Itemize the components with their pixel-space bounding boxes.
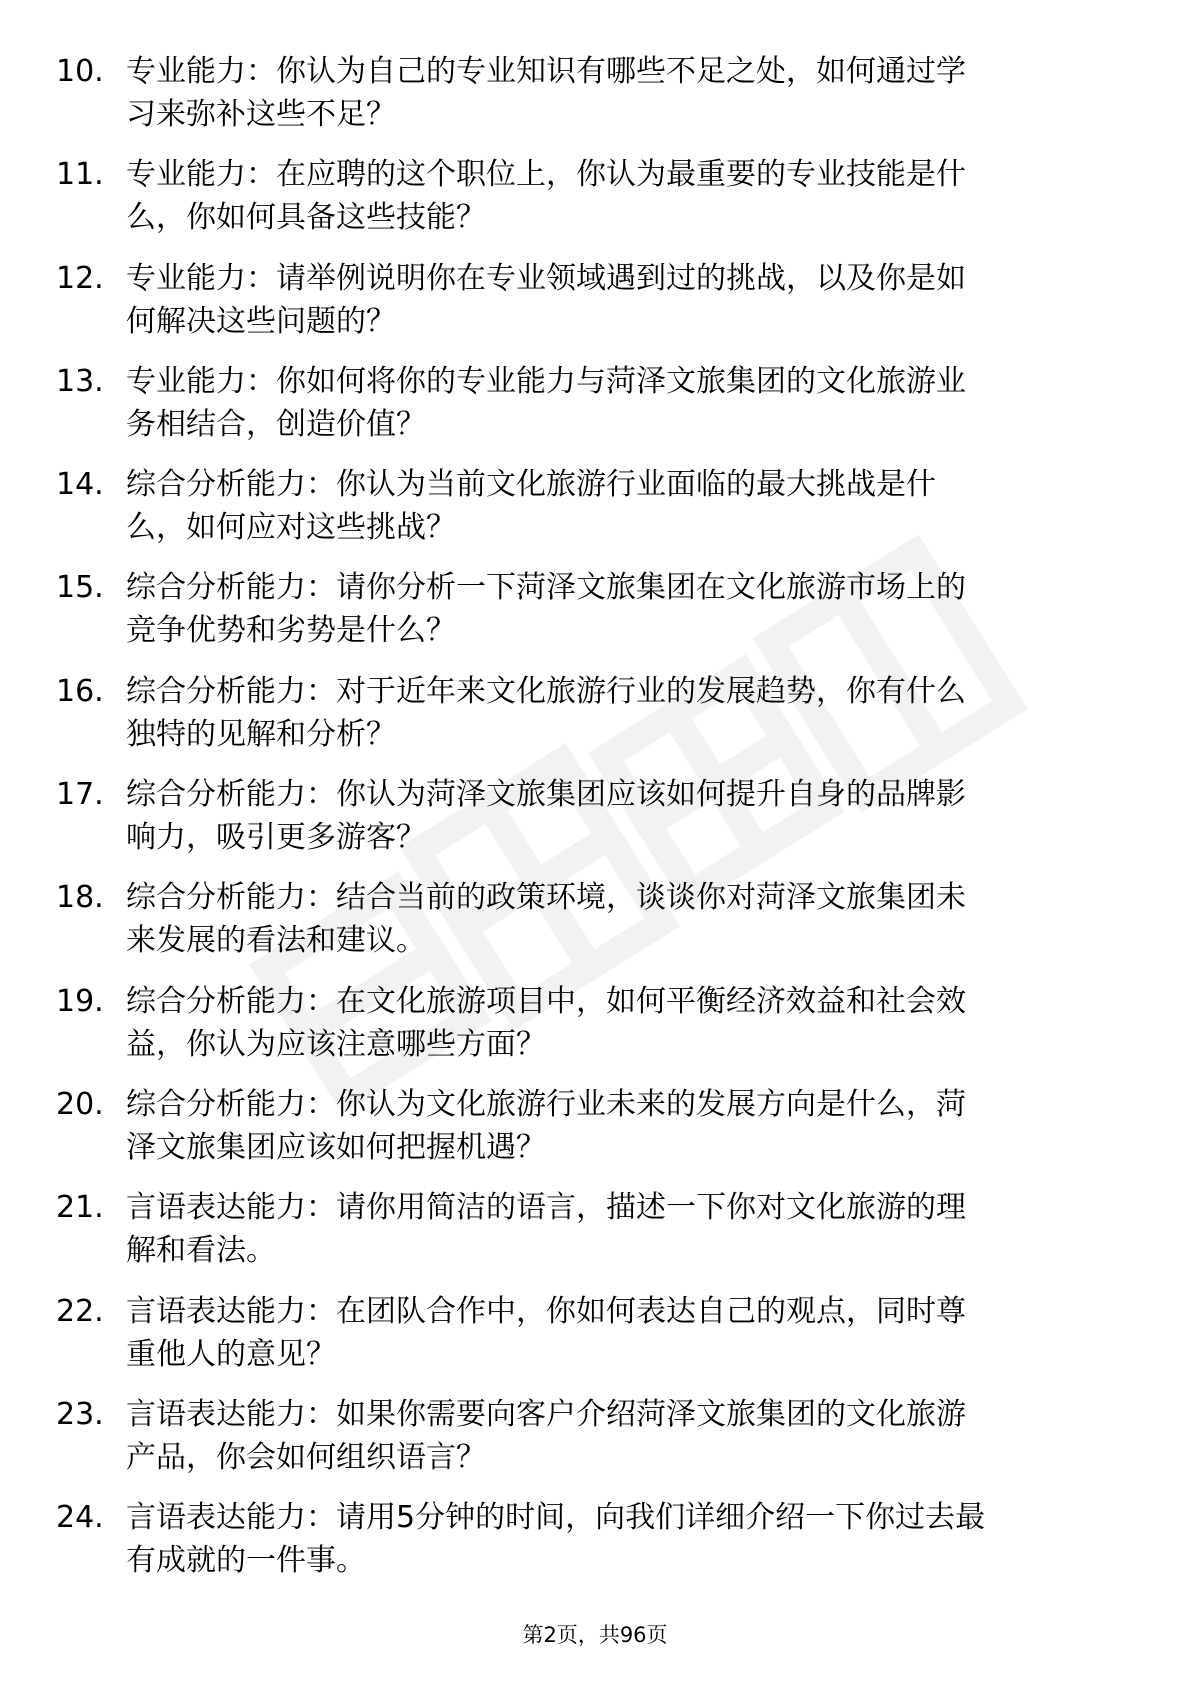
question-text-line: 专业能力：请举例说明你在专业领域遇到过的挑战，以及你是如 [126,260,966,296]
question-item [0,360,1190,463]
question-text-line: 综合分析能力：请你分析一下菏泽文旅集团在文化旅游市场上的 [126,570,966,606]
question-text-line: 重他人的意见？ [126,1336,336,1372]
question-item [0,1290,1190,1393]
question-number: 14. [56,467,104,503]
question-number: 12. [56,260,104,296]
question-number: 19. [56,983,104,1019]
question-text [126,463,1126,549]
question-number: 20. [56,1086,104,1122]
question-item [0,773,1190,876]
question-text [126,1290,1126,1376]
question-number: 13. [56,363,104,399]
question-item [0,153,1190,256]
question-text [126,153,1126,239]
question-number: 10. [56,54,104,89]
question-number: 16. [56,673,104,709]
question-text-line: 么，你如何具备这些技能？ [126,200,486,236]
question-text-line: 习来弥补这些不足？ [126,97,396,132]
question-text-line: 么，如何应对这些挑战？ [126,510,456,546]
question-text [126,1393,1126,1479]
question-text [126,876,1126,962]
question-text-line: 专业能力：在应聘的这个职位上，你认为最重要的专业技能是什 [126,157,966,193]
question-item [0,876,1190,979]
question-text-line: 务相结合，创造价值？ [126,406,426,442]
question-item [0,566,1190,669]
question-text-line: 响力，吸引更多游客？ [126,820,426,856]
question-text-line: 综合分析能力：结合当前的政策环境，谈谈你对菏泽文旅集团未 [126,880,966,916]
question-text-line: 有成就的一件事。 [126,1543,366,1579]
question-text-line: 言语表达能力：如果你需要向客户介绍菏泽文旅集团的文化旅游 [126,1396,966,1432]
question-item [0,50,1190,153]
question-item [0,980,1190,1083]
question-number: 18. [56,880,104,916]
question-text-line: 专业能力：你如何将你的专业能力与菏泽文旅集团的文化旅游业 [126,363,966,399]
question-text-line: 竞争优势和劣势是什么？ [126,613,456,649]
question-text-line: 解和看法。 [126,1233,276,1269]
question-item [0,1393,1190,1496]
question-text-line: 言语表达能力：请你用简洁的语言，描述一下你对文化旅游的理 [126,1190,966,1226]
question-item [0,1186,1190,1289]
question-text-line: 何解决这些问题的？ [126,303,396,339]
question-text-line: 专业能力：你认为自己的专业知识有哪些不足之处，如何通过学 [126,54,966,89]
question-item [0,257,1190,360]
question-text-line: 综合分析能力：在文化旅游项目中，如何平衡经济效益和社会效 [126,983,966,1019]
question-text-line: 益，你认为应该注意哪些方面？ [126,1026,546,1062]
question-item [0,1496,1190,1599]
question-text-line: 言语表达能力：请用5分钟的时间，向我们详细介绍一下你过去最 [126,1500,986,1536]
question-text-line: 综合分析能力：你认为当前文化旅游行业面临的最大挑战是什 [126,467,936,503]
question-text [126,1186,1126,1272]
question-text-line: 产品，你会如何组织语言？ [126,1439,486,1475]
question-number: 17. [56,777,104,813]
question-text-line: 来发展的看法和建议。 [126,923,426,959]
question-text [126,1496,1126,1582]
question-text [126,360,1126,446]
question-number: 24. [56,1500,104,1536]
question-text-line: 综合分析能力：你认为文化旅游行业未来的发展方向是什么，菏 [126,1086,966,1122]
question-item [0,670,1190,773]
question-list [0,50,1190,1599]
question-number: 23. [56,1396,104,1432]
question-item [0,463,1190,566]
question-text [126,773,1126,859]
question-text [126,566,1126,652]
question-text [126,50,1126,136]
question-number: 21. [56,1190,104,1226]
page-footer: 第2页，共96页 [522,1623,668,1647]
question-text-line: 独特的见解和分析？ [126,716,396,752]
question-text [126,980,1126,1066]
question-number: 22. [56,1293,104,1329]
question-item [0,1083,1190,1186]
question-text [126,670,1126,756]
question-number: 11. [56,157,104,193]
question-text-line: 泽文旅集团应该如何把握机遇？ [126,1129,546,1165]
question-number: 15. [56,570,104,606]
question-text-line: 综合分析能力：你认为菏泽文旅集团应该如何提升自身的品牌影 [126,777,966,813]
question-text-line: 综合分析能力：对于近年来文化旅游行业的发展趋势，你有什么 [126,673,966,709]
question-text-line: 言语表达能力：在团队合作中，你如何表达自己的观点，同时尊 [126,1293,966,1329]
question-text [126,1083,1126,1169]
question-text [126,257,1126,343]
